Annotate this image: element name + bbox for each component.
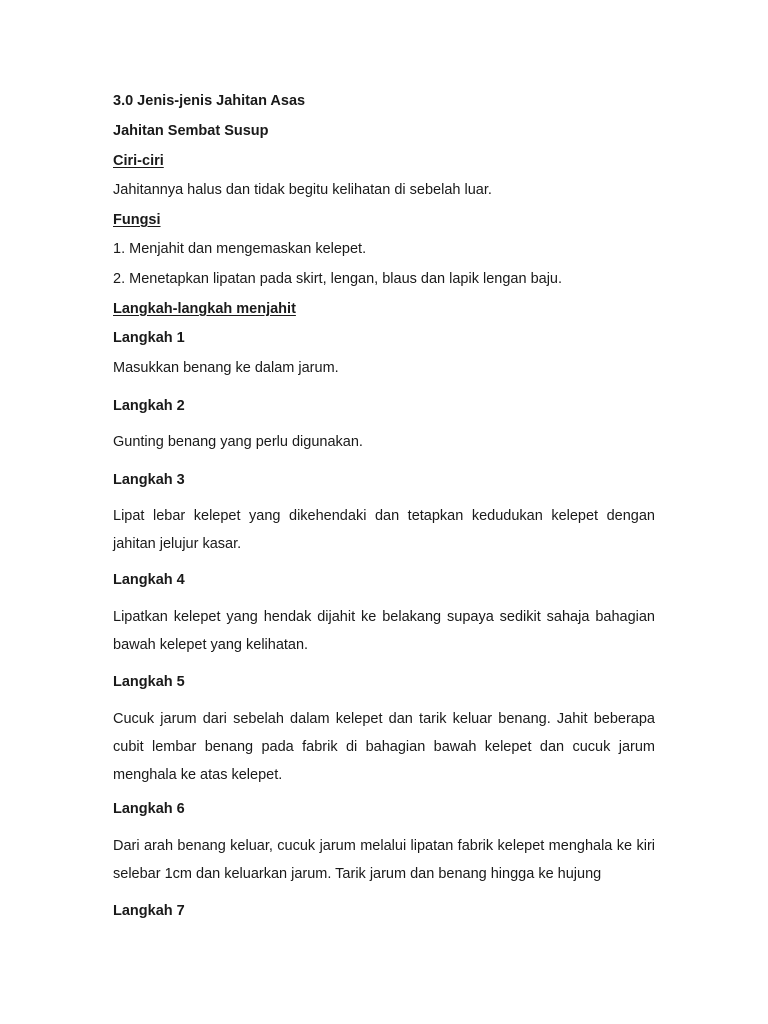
step-text: Lipatkan kelepet yang hendak dijahit ke belakang supaya sedikit sahaja bahagian bawah kelepet yang kelihatan. bbox=[113, 609, 655, 653]
step-label: Langkah 4 bbox=[113, 572, 185, 588]
step-label: Langkah 3 bbox=[113, 472, 185, 488]
step-label: Langkah 1 bbox=[113, 330, 185, 346]
steps-heading: Langkah-langkah menjahit bbox=[113, 301, 296, 317]
step-label: Langkah 6 bbox=[113, 801, 185, 817]
fungsi-item: 2. Menetapkan lipatan pada skirt, lengan, blaus dan lapik lengan baju. bbox=[113, 271, 563, 287]
ciri-text: Jahitannya halus dan tidak begitu kelihatan di sebelah luar. bbox=[113, 182, 492, 198]
section-title: 3.0 Jenis-jenis Jahitan Asas bbox=[113, 93, 306, 109]
step-text: Lipat lebar kelepet yang dikehendaki dan tetapkan kedudukan kelepet dengan jahitan jelujur kasar. bbox=[113, 508, 655, 552]
step-text: Dari arah benang keluar, cucuk jarum melalui lipatan fabrik kelepet menghala ke kiri selebar 1cm dan keluarkan jarum. Tarik jarum dan benang hingga ke hujung bbox=[113, 838, 655, 882]
stitch-name-heading: Jahitan Sembat Susup bbox=[113, 123, 269, 139]
fungsi-heading: Fungsi bbox=[113, 212, 161, 228]
fungsi-item: 1. Menjahit dan mengemaskan kelepet. bbox=[113, 241, 367, 257]
step-label: Langkah 7 bbox=[113, 903, 185, 919]
ciri-heading: Ciri-ciri bbox=[113, 153, 164, 169]
step-label: Langkah 5 bbox=[113, 674, 185, 690]
step-text: Masukkan benang ke dalam jarum. bbox=[113, 360, 339, 376]
step-label: Langkah 2 bbox=[113, 398, 185, 414]
step-text: Cucuk jarum dari sebelah dalam kelepet dan tarik keluar benang. Jahit beberapa cubit lembar benang pada fabrik di bahagian bawah kelepet dan cucuk jarum menghala ke atas kelepet. bbox=[113, 711, 655, 783]
step-text: Gunting benang yang perlu digunakan. bbox=[113, 434, 363, 450]
